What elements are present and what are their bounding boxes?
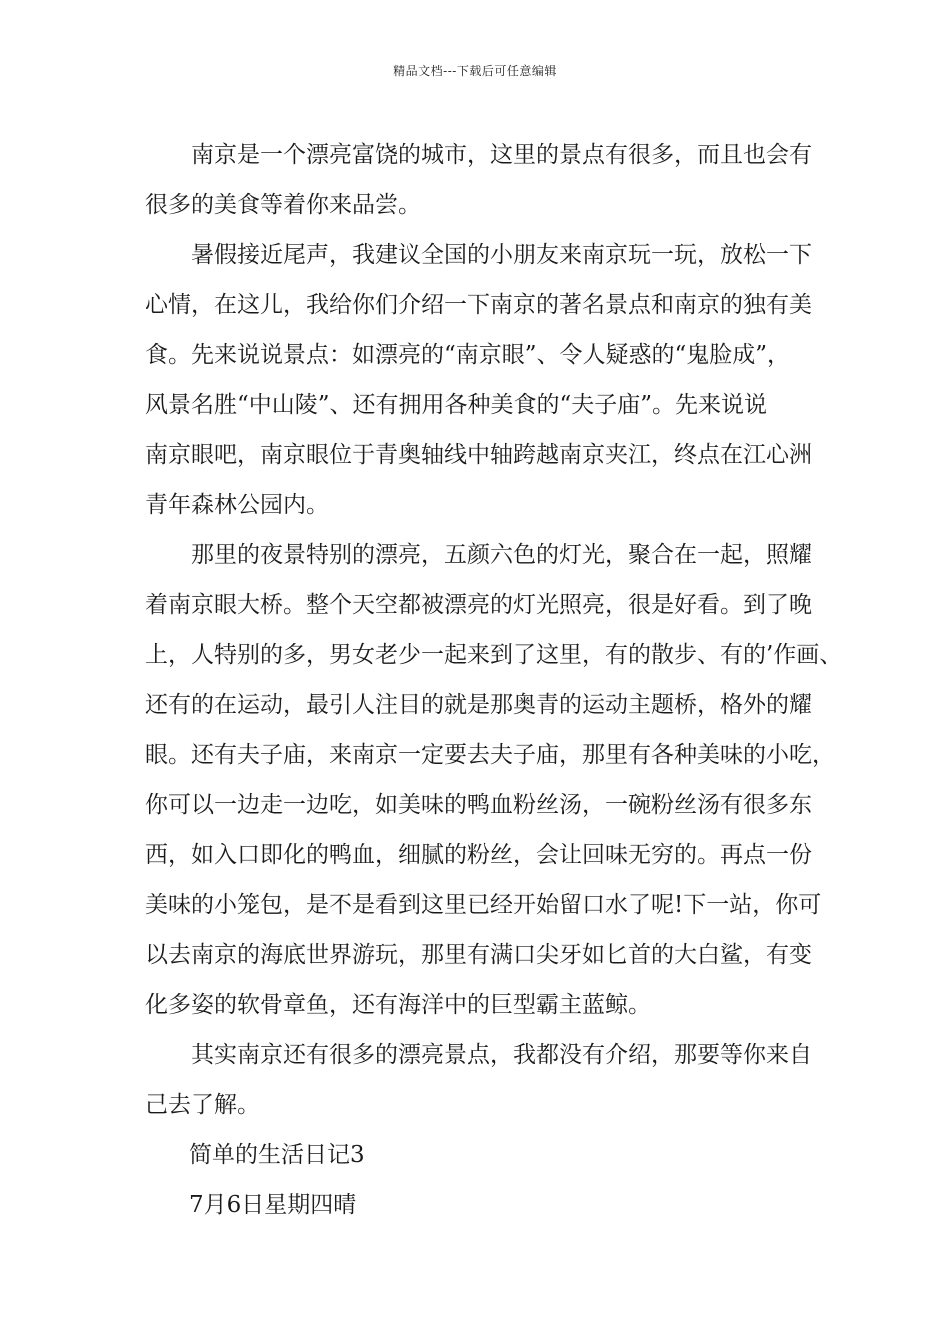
text-line: 还有的在运动，最引人注目的就是那奥青的运动主题桥，格外的耀	[145, 692, 812, 718]
text-line: 眼。还有夫子庙，来南京一定要去夫子庙，那里有各种美味的小吃，	[145, 742, 835, 768]
page-header: 精品文档---下载后可任意编辑	[393, 64, 557, 78]
paragraph-2	[145, 230, 835, 530]
text-line: 你可以一边走一边吃，如美味的鸭血粉丝汤，一碗粉丝汤有很多东	[145, 792, 812, 818]
text-line: 其实南京还有很多的漂亮景点，我都没有介绍，那要等你来自	[191, 1042, 812, 1068]
text-line: 很多的美食等着你来品尝。	[145, 192, 421, 218]
text-line: 南京是一个漂亮富饶的城市，这里的景点有很多，而且也会有	[191, 142, 812, 168]
text-line: 化多姿的软骨章鱼，还有海洋中的巨型霸主蓝鲸。	[145, 992, 651, 1018]
text-line: 南京眼吧，南京眼位于青奥轴线中轴跨越南京夹江，终点在江心洲	[145, 442, 812, 468]
text-line: 心情，在这儿，我给你们介绍一下南京的著名景点和南京的独有美	[145, 292, 812, 318]
text-line: 那里的夜景特别的漂亮，五颜六色的灯光，聚合在一起，照耀	[191, 542, 812, 568]
section-title: 简单的生活日记3	[189, 1142, 365, 1168]
paragraph-3	[145, 530, 843, 1030]
document-body	[145, 130, 843, 1230]
date-line: 7月6日星期四晴	[189, 1192, 357, 1218]
paragraph-4	[145, 1030, 835, 1130]
text-line: 着南京眼大桥。整个天空都被漂亮的灯光照亮，很是好看。到了晚	[145, 592, 812, 618]
paragraph-1	[145, 130, 835, 230]
text-line: 上，人特别的多，男女老少一起来到了这里，有的散步、有的’作画、	[145, 642, 843, 668]
text-line: 食。先来说说景点：如漂亮的“南京眼”、令人疑惑的“鬼脸成”，	[145, 342, 791, 368]
text-line: 西，如入口即化的鸭血，细腻的粉丝，会让回味无穷的。再点一份	[145, 842, 812, 868]
text-line: 风景名胜“中山陵”、还有拥用各种美食的“夫子庙”。先来说说	[145, 392, 768, 418]
text-line: 暑假接近尾声，我建议全国的小朋友来南京玩一玩，放松一下	[191, 242, 812, 268]
text-line: 美味的小笼包，是不是看到这里已经开始留口水了呢!下一站，你可	[145, 892, 822, 918]
text-line: 己去了解。	[145, 1092, 260, 1118]
text-line: 以去南京的海底世界游玩，那里有满口尖牙如匕首的大白鲨，有变	[145, 942, 812, 968]
text-line: 青年森林公园内。	[145, 492, 329, 518]
